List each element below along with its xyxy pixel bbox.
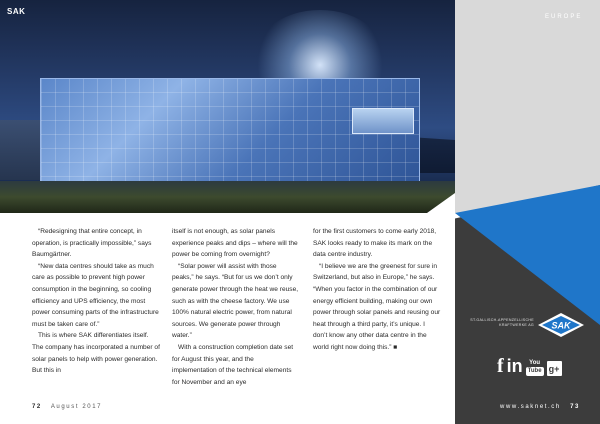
footer-right [500, 404, 580, 410]
issue-date: August 2017 [50, 404, 103, 410]
company-name [468, 318, 534, 328]
paragraph: “Solar power will assist with those peaks,” he says. “But for us we don’t only generate power through the heat we reuse, such as with the cheese factory. We use 100% natural electric power, from natural sources. We generate power through water.” [172, 262, 299, 340]
social-links [497, 356, 562, 376]
badge-text: SAK [551, 320, 571, 331]
article-column-3 [313, 226, 441, 354]
page-number-right: 73 [570, 404, 580, 410]
youtube-bottom-text: Tube [527, 368, 542, 374]
paragraph: itself is not enough, as solar panels experience peaks and dips – where will the power be coming from overnight? [172, 228, 298, 259]
foreground-ground [0, 181, 455, 213]
article-column-1 [32, 226, 160, 377]
youtube-top-text: You [529, 360, 541, 366]
hero-photo [0, 0, 455, 213]
side-shed [0, 120, 42, 180]
website-link[interactable]: www.saknet.ch [500, 404, 561, 410]
paragraph: “I believe we are the greenest for sure in Switzerland, but also in Europe,” he says. “When you factor in the combination of our energy efficient building, making our own power through solar panels and reusing our heat through a third party, it’s unique. I don’t know any other data centre in the world right now doing this.” ■ [313, 262, 441, 351]
googleplus-icon[interactable]: g+ [547, 361, 562, 376]
photo-corner-cut [427, 193, 455, 213]
paragraph: This is where SAK differentiates itself. The company has incorporated a number of solar panels to help with power generation. But this in [32, 332, 160, 375]
facebook-icon[interactable]: f [497, 355, 504, 377]
paragraph: for the first customers to come early 2018, SAK looks ready to make its mark on the data centre industry. [313, 228, 437, 259]
youtube-icon[interactable] [526, 360, 544, 376]
paragraph: “New data centres should take as much care as possible to prevent high power consumption in the beginning, so cooling efficiency and UPS efficiency, the most power consuming parts of the infrastructure must be taken care of.” [32, 262, 159, 328]
brand-header: SAK [7, 7, 26, 16]
company-line-2: KRAFTWERKE AG [499, 323, 534, 327]
sidebar-light-panel [455, 0, 600, 213]
sak-logo-icon [537, 312, 585, 338]
paragraph: With a construction completion date set for August this year, and the implementation of the technical elements for November and an eye [172, 343, 294, 386]
linkedin-icon[interactable]: in [506, 356, 523, 376]
building-window [352, 108, 414, 134]
footer-left [32, 404, 102, 410]
company-line-1: ST.GALLISCH-APPENZELLISCHE [470, 318, 534, 322]
section-label: EUROPE [545, 14, 583, 20]
paragraph: “Redesigning that entire concept, in operation, is practically impossible,” says Baumgärtner. [32, 228, 152, 259]
page-number-left: 72 [32, 404, 42, 410]
article-column-2 [172, 226, 300, 388]
